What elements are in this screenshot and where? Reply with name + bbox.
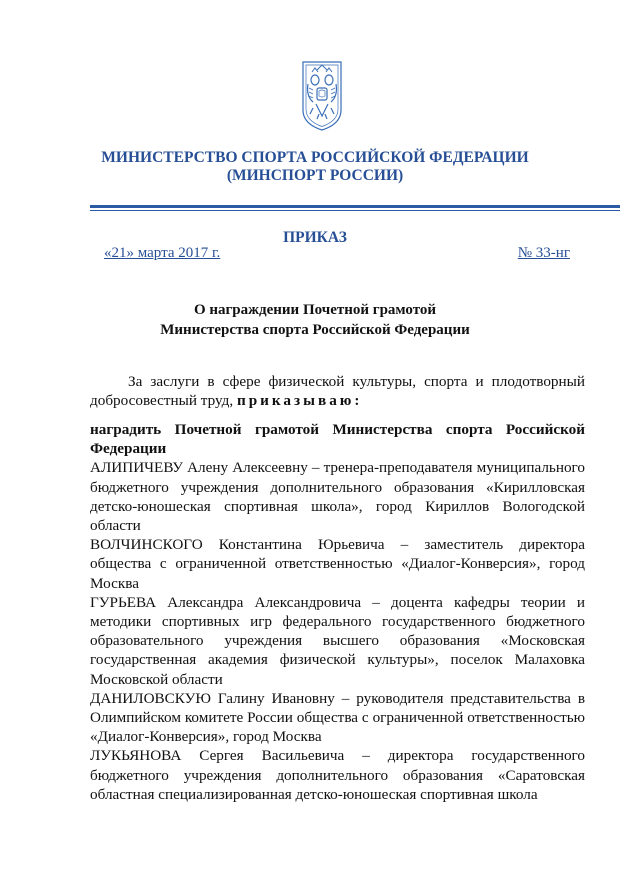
awardee-item: ГУРЬЕВА Александра Александровича – доцента кафедры теории и методики спортивных игр федерального государственного бюджетного образовательного учреждения высшего образования «Московская государственная академия физической культуры», поселок Малаховка Московской области (90, 593, 585, 688)
order-number: № 33-нг (517, 245, 570, 261)
order-date: «21» марта 2017 г. (104, 245, 221, 261)
awardee-item: ДАНИЛОВСКУЮ Галину Ивановну – руководителя представительства в Олимпийском комитете России общества с ограниченной ответственностью «Диалог-Конверсия», город Москва (90, 689, 585, 746)
order-subject-line2: Министерства спорта Российской Федерации (160, 322, 470, 338)
order-list (90, 420, 585, 804)
order-body (90, 372, 585, 410)
order-subject-line1: О награждении Почетной грамотой (193, 302, 437, 318)
preamble-text: За заслуги в сфере физической культуры, спорта и плодотворный добросовестный труд, (90, 373, 585, 410)
ministry-name: МИНИСТЕРСТВО СПОРТА РОССИЙСКОЙ ФЕДЕРАЦИИ (101, 149, 529, 166)
header-divider (90, 205, 620, 208)
preamble-paragraph (90, 372, 585, 410)
preamble-emphasis: приказываю: (236, 392, 363, 410)
awardee-item: ЛУКЬЯНОВА Сергея Васильевича – директора государственного бюджетного учреждения дополнительного образования «Саратовская областная специализированная детско-юношеская спортивная школа (90, 747, 585, 803)
russian-coat-of-arms-icon (299, 58, 345, 132)
resolution-text: наградить Почетной грамотой Министерства спорта Российской Федерации (90, 421, 585, 458)
awardee-item: ВОЛЧИНСКОГО Константина Юрьевича – заместитель директора общества с ограниченной ответственностью «Диалог-Конверсия», город Москва (90, 536, 585, 592)
document-type-title: ПРИКАЗ (283, 229, 347, 246)
awardee-item: АЛИПИЧЕВУ Алену Алексеевну – тренера-преподавателя муниципального бюджетного учреждения дополнительного образования «Кирилловская детско-юношеская спортивная школа», город Кириллов Вологодской области (90, 459, 585, 535)
header-divider-thin (90, 210, 620, 211)
ministry-short-name: (МИНСПОРТ РОССИИ) (226, 167, 404, 184)
